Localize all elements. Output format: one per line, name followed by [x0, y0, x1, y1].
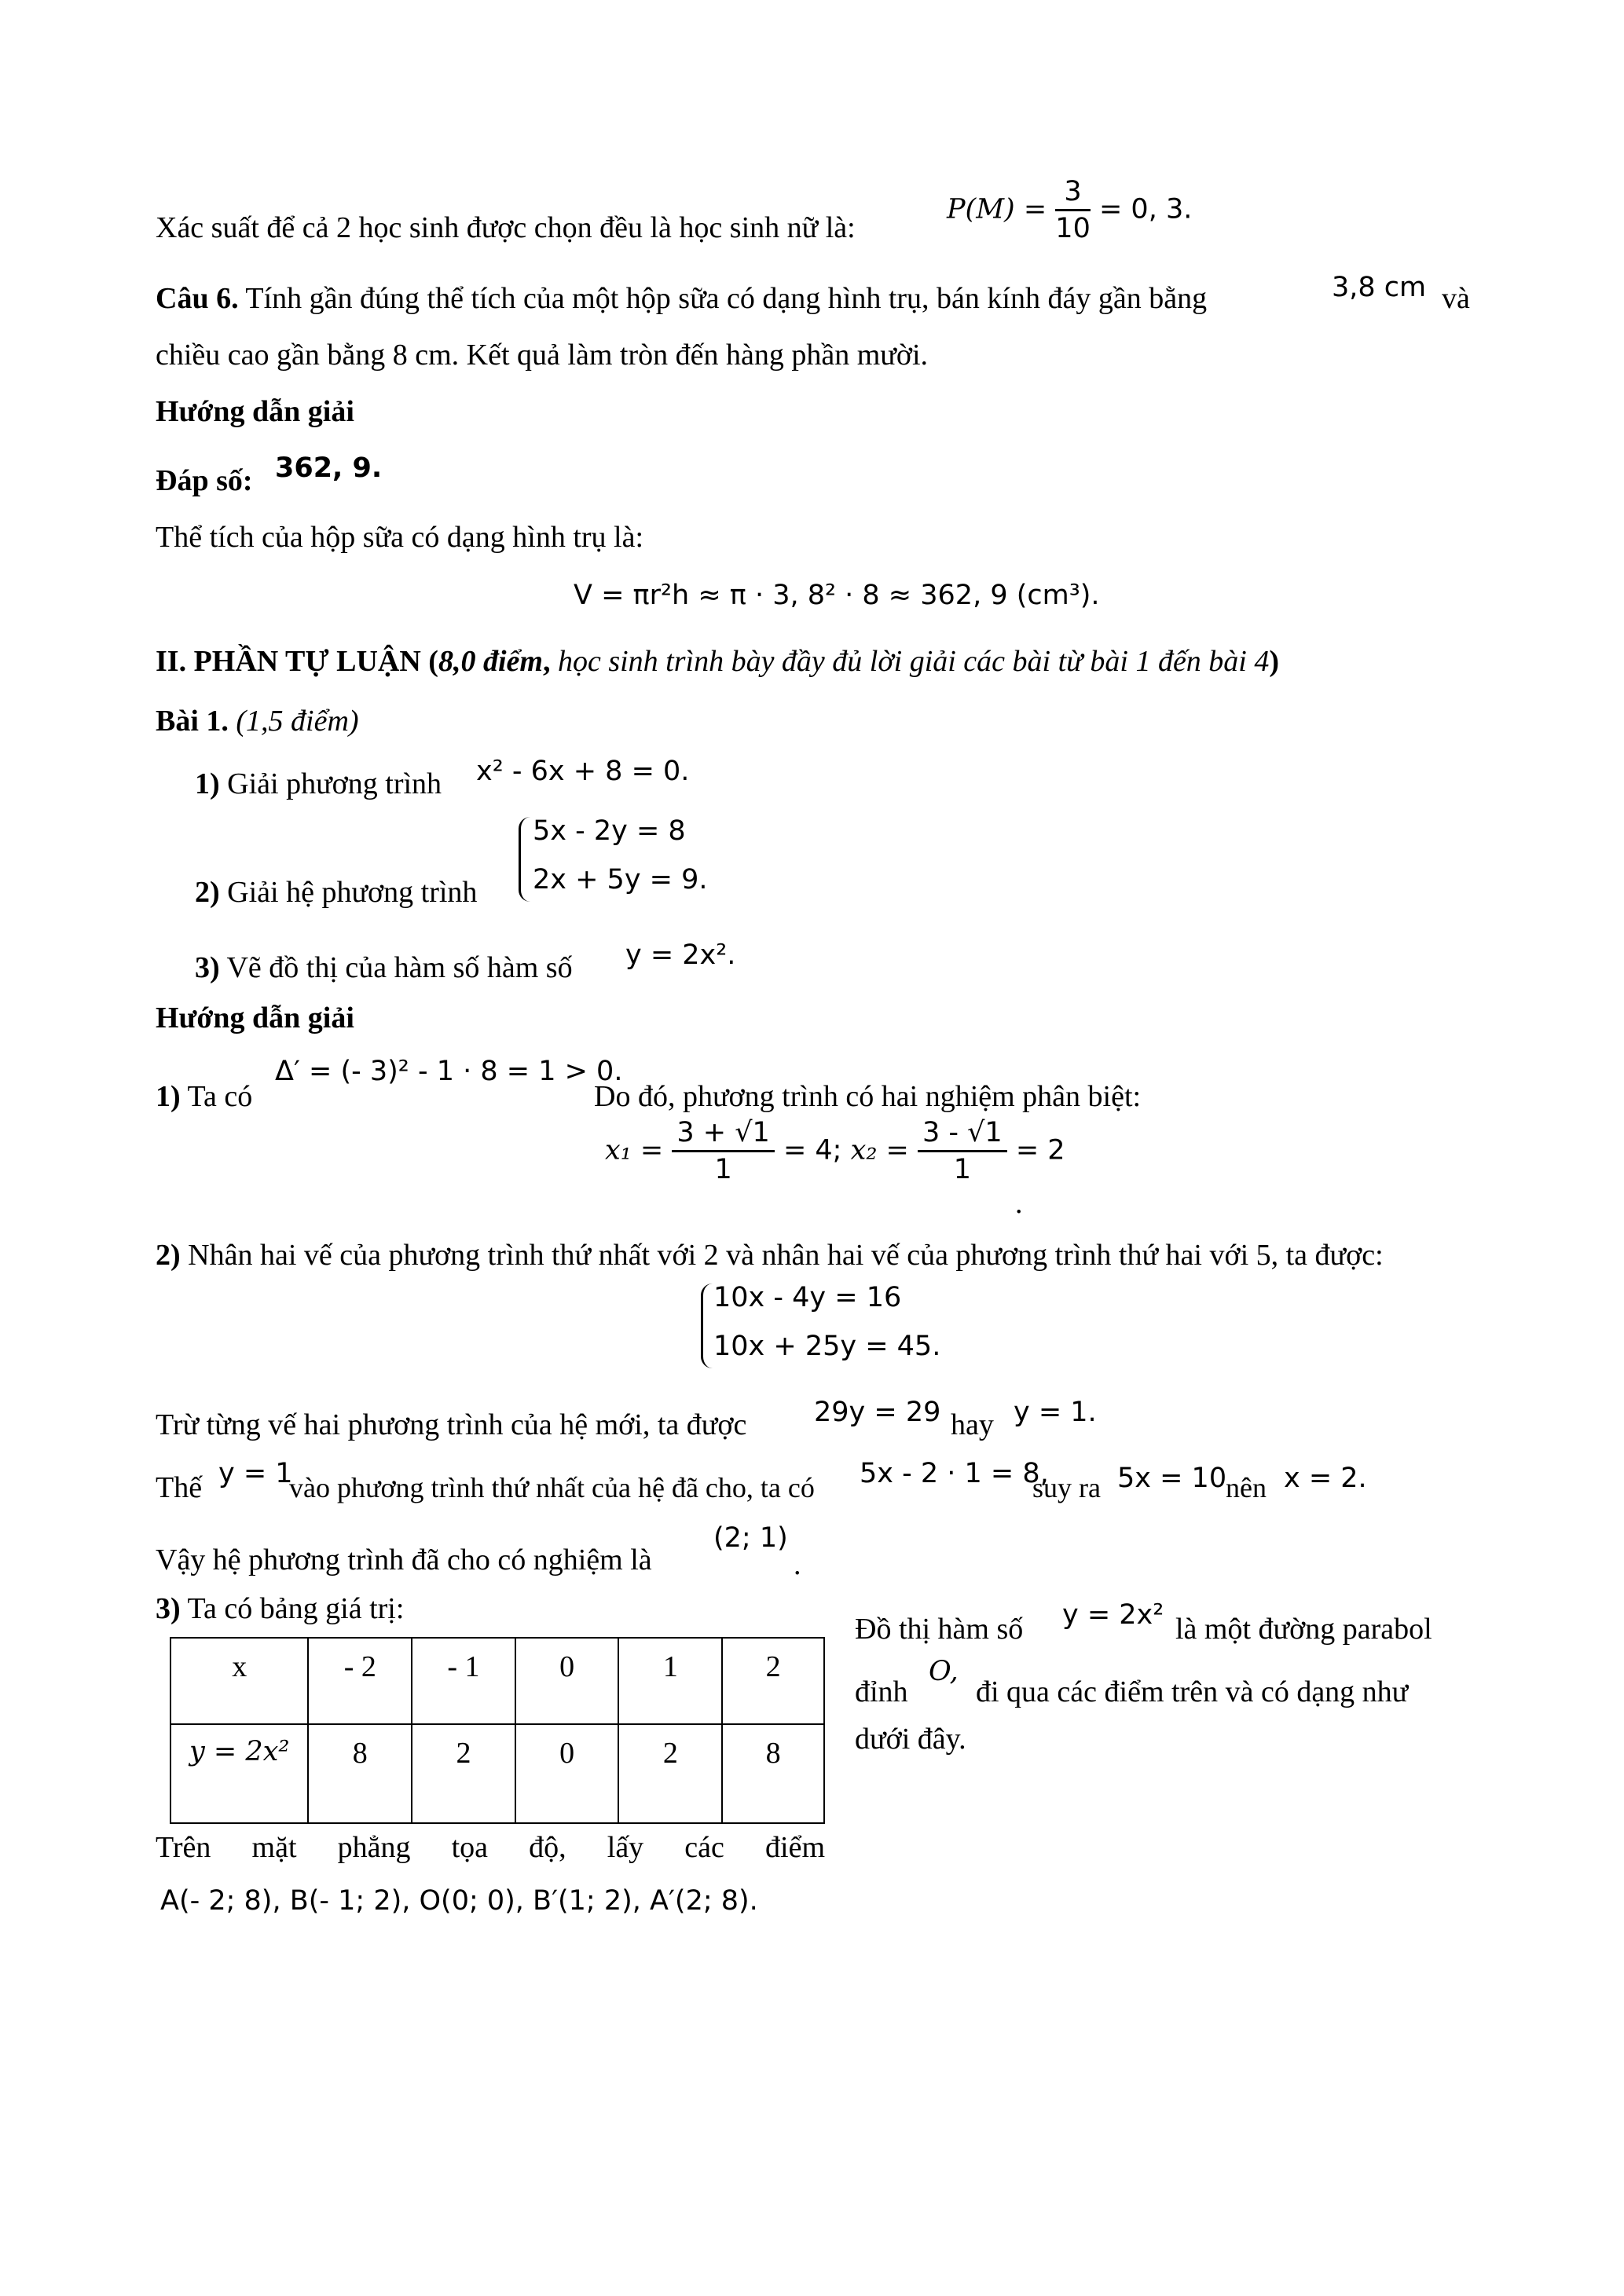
value-table-cell: 8 [722, 1724, 824, 1823]
sol3-num: 3) [156, 1592, 181, 1625]
sol2-the: Thế [156, 1471, 203, 1504]
value-table-cell: 8 [308, 1724, 412, 1823]
sol3-right-vertex: O, [929, 1656, 959, 1687]
sol1-x2-label: x₂ = [850, 1134, 909, 1166]
sol3-right-line1a: Đồ thị hàm số [855, 1613, 1024, 1646]
bai1-heading [156, 702, 359, 740]
sol3-plane-text: Trên mặt phẳng tọa độ, lấy các điểm [156, 1831, 825, 1864]
bai1-item3 [195, 949, 573, 987]
sol3-text: Ta có bảng giá trị: [187, 1592, 405, 1625]
q6-radius: 3,8 cm [1332, 272, 1427, 303]
q5-fraction [1055, 174, 1091, 246]
part2-close: ) [1269, 645, 1280, 678]
q6-answer-label: Đáp số: [156, 464, 253, 497]
q5-formula-right: = 0, 3. [1098, 193, 1193, 225]
sol1-x1-num: 3 + √1 [672, 1115, 774, 1152]
sol2-line [156, 1236, 1384, 1274]
bai1-item2-eq2: 2x + 5y = 9. [533, 864, 708, 895]
bai1-item3-num: 3) [195, 951, 220, 984]
q6-volume-formula: V = πr²h ≈ π · 3, 8² · 8 ≈ 362, 9 (cm³). [574, 580, 1100, 611]
sol2-sub-eq: 29y = 29 [814, 1397, 941, 1428]
q5-frac-num: 3 [1055, 174, 1091, 211]
sol2-conclusion: Vậy hệ phương trình đã cho có nghiệm là [156, 1543, 652, 1576]
sol1-x1-value: = 4; [783, 1134, 842, 1166]
sol2-solution: (2; 1) [713, 1522, 788, 1554]
part2-points: 8,0 điểm [438, 645, 543, 678]
sol1-x1-den: 1 [714, 1154, 732, 1185]
sol1-num: 1) [156, 1080, 181, 1113]
sol2-suy-ra: suy ra [1032, 1472, 1101, 1503]
value-table-value-row [170, 1724, 824, 1823]
sol2-eq2: 10x + 25y = 45. [713, 1331, 941, 1362]
q6-text1: Tính gần đúng thể tích của một hộp sữa có dạng hình trụ, bán kính đáy gần bằng [245, 282, 1208, 315]
sol1-x2-den: 1 [953, 1154, 971, 1185]
sol2-eq5x: 5x = 10 [1117, 1463, 1227, 1494]
sol1-line [156, 1078, 252, 1115]
q5-formula-left: P(M) = [947, 193, 1047, 225]
part2-title: II. PHẦN TỰ LUẬN ( [156, 645, 438, 678]
sol3-points: A(- 2; 8), B(- 1; 2), O(0; 0), B′(1; 2), A′(2; 8). [160, 1885, 758, 1917]
bai1-label: Bài 1. [156, 705, 229, 738]
q6-text2: chiều cao gần bằng 8 cm. Kết quả làm tròn đến hàng phần mười. [156, 339, 929, 372]
bai1-item1-eq: x² - 6x + 8 = 0. [476, 756, 690, 787]
q6-guide-heading: Hướng dẫn giải [156, 395, 354, 428]
q6-text1-end: và [1442, 282, 1470, 315]
q5-formula [947, 174, 1192, 246]
bai1-item3-eq: y = 2x². [625, 939, 736, 971]
value-table-cell: 0 [515, 1724, 619, 1823]
bai1-item1 [195, 765, 442, 803]
bai1-item2-num: 2) [195, 876, 220, 909]
sol2-num: 2) [156, 1239, 181, 1272]
bai1-item3-text: Vẽ đồ thị của hàm số hàm số [226, 951, 573, 984]
sol3-right-eq: y = 2x² [1062, 1599, 1164, 1631]
sol1-x2-fraction [918, 1115, 1007, 1187]
sol1-end: . [1015, 1187, 1023, 1220]
sol2-y-value: y = 1. [1014, 1397, 1097, 1428]
sol1-x1-fraction [672, 1115, 774, 1187]
value-table-cell: 2 [722, 1638, 824, 1724]
q6-label: Câu 6. [156, 282, 239, 315]
sol2-the-text: vào phương trình thứ nhất của hệ đã cho, ta có [289, 1472, 815, 1503]
bai1-system-brace [519, 817, 530, 902]
sol2-text: Nhân hai vế của phương trình thứ nhất với 2 và nhân hai vế của phương trình thứ hai với 5, ta được: [188, 1239, 1384, 1272]
sol2-the-eq: y = 1 [218, 1458, 293, 1489]
value-table-row-label: y = 2x² [170, 1724, 308, 1823]
sol1-roots [605, 1115, 1065, 1187]
q5-frac-den: 10 [1055, 213, 1091, 244]
q6-answer-value: 362, 9. [275, 452, 383, 484]
part2-heading [156, 643, 1279, 680]
sol1-x2-num: 3 - √1 [918, 1115, 1007, 1152]
bai1-points: (1,5 điểm) [236, 705, 359, 738]
sol1-text: Ta có [187, 1080, 253, 1113]
sol3-right-line3: dưới đây. [855, 1723, 966, 1756]
sol1-delta: Δ′ = (- 3)² - 1 · 8 = 1 > 0. [275, 1056, 623, 1087]
value-table-cell: 2 [618, 1724, 722, 1823]
value-table [170, 1637, 825, 1824]
bai1-item1-num: 1) [195, 767, 220, 800]
value-table-header-row [170, 1638, 824, 1724]
sol3-right-line2a: đỉnh [855, 1675, 908, 1708]
sol1-x1-label: x₁ = [605, 1134, 664, 1166]
sol2-nen: nên [1226, 1472, 1267, 1503]
q5-text: Xác suất để cả 2 học sinh được chọn đều là học sinh nữ là: [156, 211, 856, 244]
value-table-cell: 0 [515, 1638, 619, 1724]
sol2-system-brace [701, 1283, 713, 1368]
bai1-guide-heading: Hướng dẫn giải [156, 1002, 354, 1034]
value-table-cell: 2 [412, 1724, 515, 1823]
sol2-the-eq2: 5x - 2 · 1 = 8, [860, 1458, 1049, 1489]
part2-sep: , [542, 645, 558, 678]
sol2-end: . [794, 1548, 801, 1581]
q6-line1 [156, 280, 1207, 317]
sol2-sub-text: Trừ từng vế hai phương trình của hệ mới, ta được [156, 1408, 747, 1441]
sol2-hay: hay [951, 1408, 994, 1441]
sol1-x2-value: = 2 [1015, 1134, 1065, 1166]
q6-volume-text: Thể tích của hộp sữa có dạng hình trụ là: [156, 521, 644, 554]
q6-answer [156, 462, 253, 500]
sol2-eq1: 10x - 4y = 16 [713, 1282, 902, 1313]
bai1-item2 [195, 873, 477, 911]
sol3-right-line1b: là một đường parabol [1175, 1613, 1432, 1646]
value-table-cell: - 2 [308, 1638, 412, 1724]
bai1-item2-eq1: 5x - 2y = 8 [533, 815, 686, 847]
sol3-line [156, 1590, 404, 1628]
sol3-right-line2b: đi qua các điểm trên và có dạng như [976, 1675, 1409, 1708]
bai1-item1-text: Giải phương trình [227, 767, 442, 800]
bai1-item2-text: Giải hệ phương trình [227, 876, 478, 909]
value-table-cell: 1 [618, 1638, 722, 1724]
value-table-cell: x [170, 1638, 308, 1724]
sol1-text2: Do đó, phương trình có hai nghiệm phân biệt: [594, 1080, 1142, 1113]
value-table-cell: - 1 [412, 1638, 515, 1724]
sol2-x-value: x = 2. [1284, 1463, 1367, 1494]
part2-desc: học sinh trình bày đầy đủ lời giải các bài từ bài 1 đến bài 4 [557, 645, 1270, 678]
